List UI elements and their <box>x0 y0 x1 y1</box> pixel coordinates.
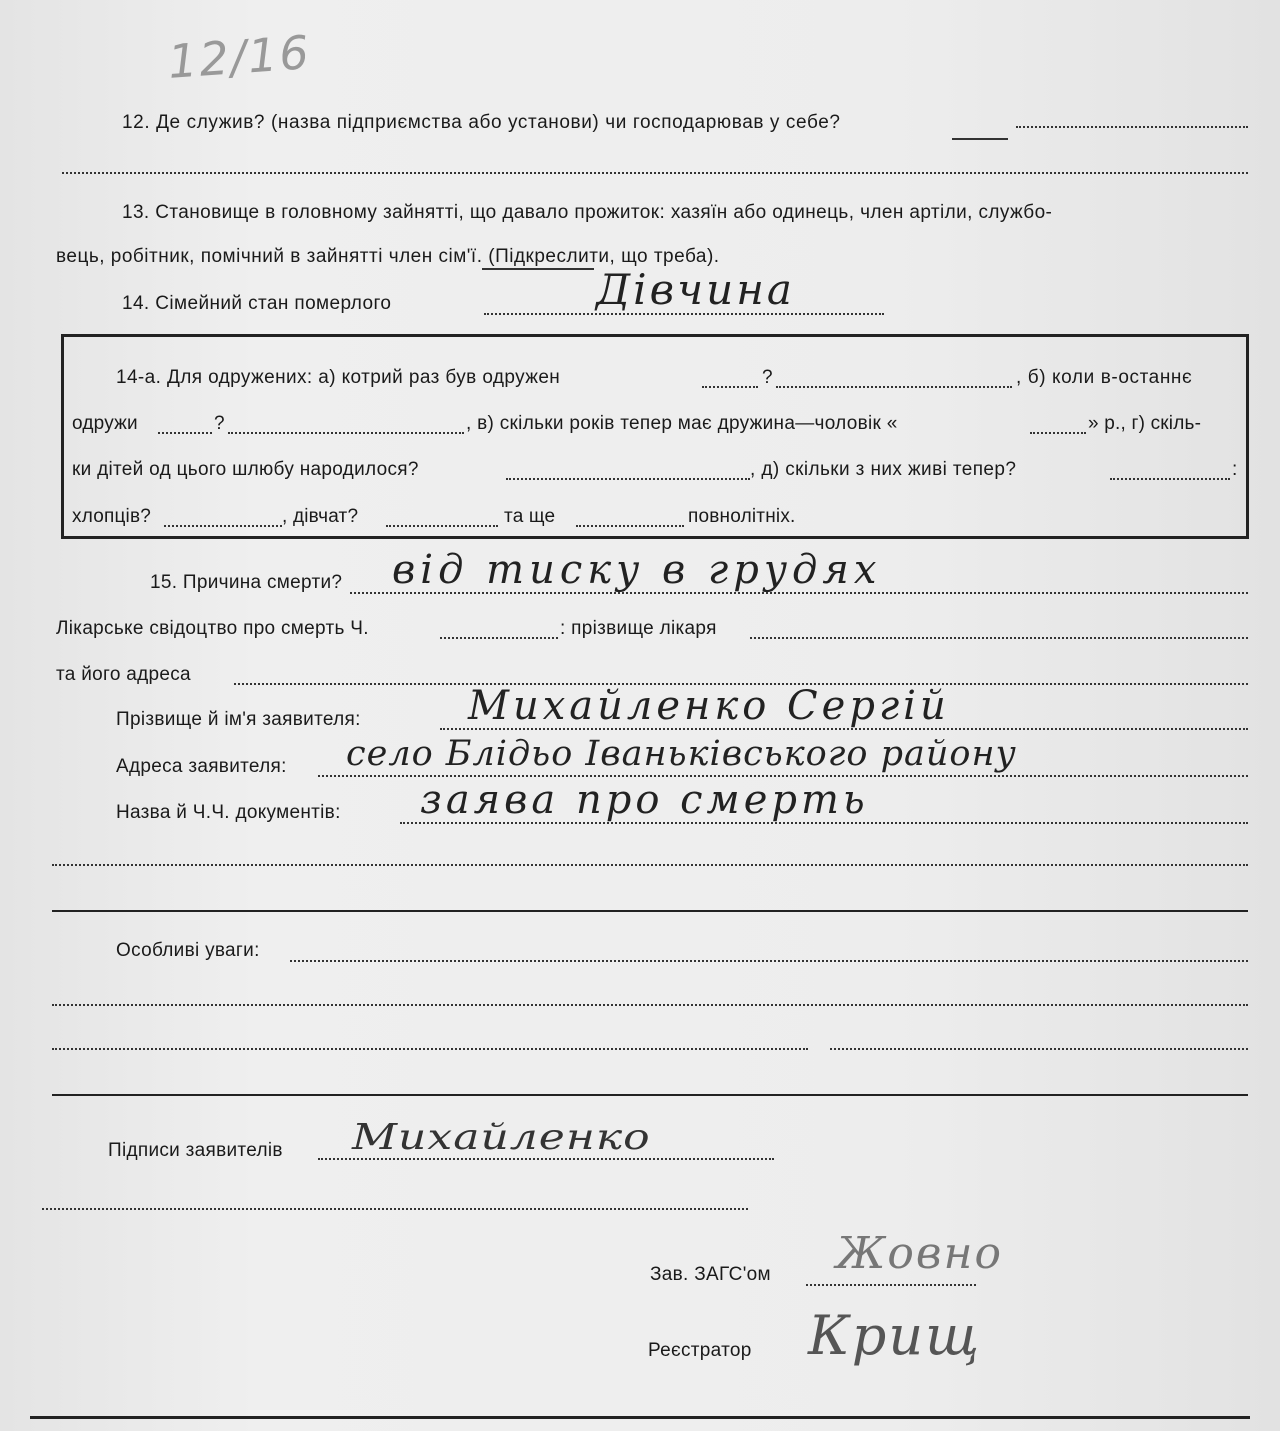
q12-label: 12. Де служив? (назва підприємства або установи) чи господарював у себе? <box>122 112 841 133</box>
q14a-dots-4 <box>228 432 464 434</box>
q15-answer: від тиску в грудях <box>392 547 882 593</box>
q14a-line4-d: повнолітніх. <box>688 506 796 527</box>
q14a-dots-10 <box>576 525 684 527</box>
q14a-dots-8 <box>164 525 282 527</box>
applicant-address-value: село Блідьо Іваньківського району <box>346 734 1017 774</box>
q14a-line3-b: , д) скільки з них живі тепер? <box>750 459 1017 480</box>
bottom-rule <box>30 1416 1250 1419</box>
applicant-docs-label: Назва й Ч.Ч. документів: <box>116 802 341 823</box>
q12-underline <box>952 138 1008 140</box>
q14a-dots-9 <box>386 525 498 527</box>
head-registry-line <box>806 1284 976 1286</box>
q14-answer: Дівчина <box>596 265 795 314</box>
q14a-dots-6 <box>506 478 750 480</box>
remarks-line-2 <box>52 1004 1248 1006</box>
remarks-line-3b <box>830 1048 1248 1050</box>
q14a-line2-c: » р., г) скіль- <box>1088 413 1202 434</box>
q14a-line1-b: , б) коли в-останнє <box>1016 367 1193 388</box>
registrar-label: Реєстратор <box>648 1340 752 1361</box>
applicant-signature-line-2 <box>42 1208 748 1210</box>
q13-line-2: вець, робітник, помічний в зайнятті член сім'ї. (Підкреслити, що треба). <box>56 246 720 267</box>
q14a-line1-a: 14-а. Для одружених: а) котрий раз був одружен <box>116 367 561 388</box>
q14a-dots-5 <box>1030 432 1086 434</box>
medical-doctor-label: : прізвище лікаря <box>560 618 717 639</box>
q14a-dots-1 <box>702 386 758 388</box>
applicant-name-label: Прізвище й ім'я заявителя: <box>116 709 361 730</box>
q14a-line4-c: та ще <box>504 506 556 527</box>
q14a-line2-b: , в) скільки років тепер має дружина—чоловік « <box>466 413 898 434</box>
head-registry-label: Зав. ЗАГС'ом <box>650 1264 771 1285</box>
applicant-signature-line <box>318 1158 774 1160</box>
remarks-line-3a <box>52 1048 808 1050</box>
q14a-box <box>61 334 1249 539</box>
q14a-dots-3 <box>158 432 212 434</box>
remarks-label: Особливі уваги: <box>116 940 260 961</box>
q15-label: 15. Причина смерти? <box>150 572 343 593</box>
remarks-line-1 <box>290 960 1248 962</box>
q14a-line2-q: ? <box>214 413 225 434</box>
q14a-dots-7 <box>1110 478 1230 480</box>
applicant-signature: Михайленко <box>352 1117 651 1158</box>
extra-line <box>52 864 1248 866</box>
q13-underline <box>482 268 594 270</box>
q14a-line1-q: ? <box>762 367 773 388</box>
applicant-name-value: Михайленко Сергій <box>468 683 950 729</box>
section-divider-1 <box>52 910 1248 912</box>
q12-answer-line <box>1016 126 1248 128</box>
q14-label: 14. Сімейний стан померлого <box>122 293 392 314</box>
q14a-line3-a: ки дітей од цього шлюбу народилося? <box>72 459 419 480</box>
applicant-docs-value: заява про смерть <box>420 777 869 823</box>
page-number-mark: 12/16 <box>166 25 313 89</box>
q12-answer-line-2 <box>62 172 1248 174</box>
q14a-line3-c: : <box>1232 459 1238 480</box>
section-divider-2 <box>52 1094 1248 1096</box>
medical-cert-line <box>440 637 558 639</box>
q14a-line4-b: , дівчат? <box>282 506 359 527</box>
head-registry-signature: Жовно <box>836 1228 1004 1279</box>
q13-line-1: 13. Становище в головному зайнятті, що давало прожиток: хазяїн або одинець, член артіли, службо- <box>122 202 1053 223</box>
q14a-line4-a: хлопців? <box>72 506 152 527</box>
q14a-line2-a: одружи <box>72 413 138 434</box>
medical-cert-label: Лікарське свідоцтво про смерть Ч. <box>56 618 369 639</box>
applicant-address-label: Адреса заявителя: <box>116 756 287 777</box>
q14a-dots-2 <box>776 386 1012 388</box>
registrar-signature: Крищ <box>808 1304 982 1367</box>
medical-address-label: та його адреса <box>56 664 191 685</box>
medical-doctor-line <box>750 637 1248 639</box>
applicant-signature-label: Підписи заявителів <box>108 1140 283 1161</box>
